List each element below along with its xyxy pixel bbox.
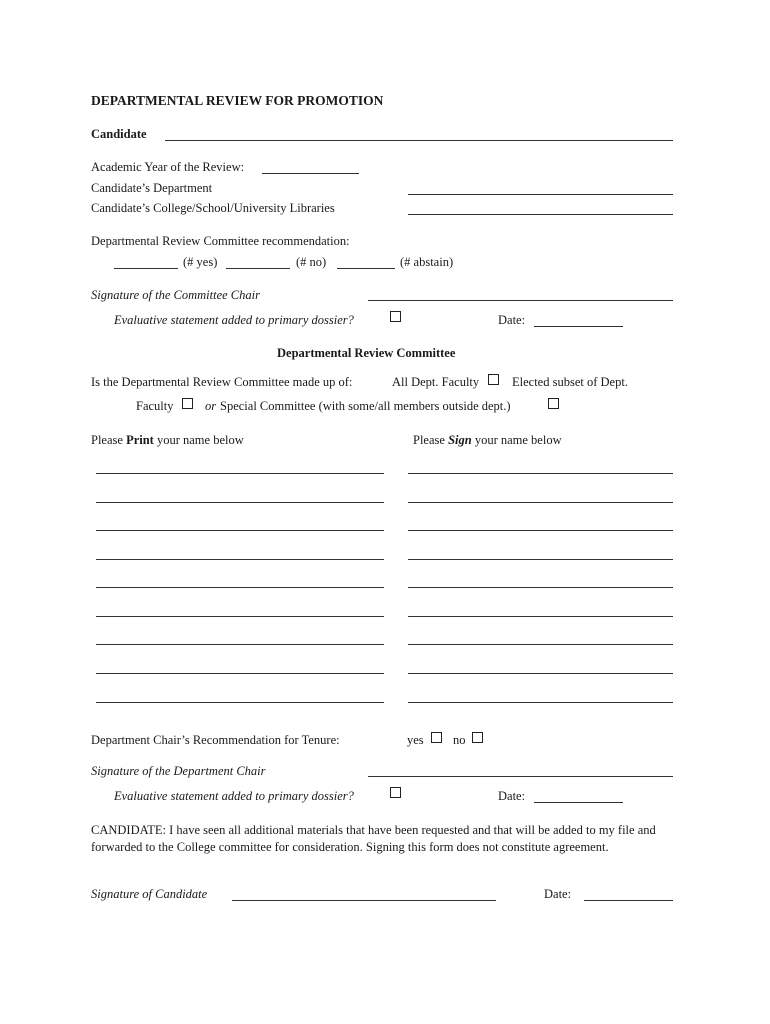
- sign-name-line[interactable]: [408, 530, 673, 531]
- print-bold: Print: [126, 433, 154, 447]
- no-count-label: (# no): [296, 255, 327, 269]
- print-suffix: your name below: [153, 433, 244, 447]
- date-field-2[interactable]: [534, 802, 623, 803]
- sign-suffix: your name below: [471, 433, 562, 447]
- date-label: Date:: [498, 313, 526, 327]
- date-field-3[interactable]: [584, 900, 673, 901]
- all-dept-faculty-label: All Dept. Faculty: [392, 375, 480, 389]
- academic-year-field[interactable]: [262, 173, 359, 174]
- committee-chair-signature-field[interactable]: [368, 300, 673, 301]
- tenure-yes-label: yes: [407, 733, 424, 747]
- abstain-count-label: (# abstain): [400, 255, 454, 269]
- print-name-line[interactable]: [96, 644, 384, 645]
- committee-heading: Departmental Review Committee: [277, 346, 456, 360]
- chair-tenure-label: Department Chair’s Recommendation for Tenure:: [91, 733, 340, 747]
- elected-subset-label: Elected subset of Dept.: [512, 375, 628, 389]
- candidate-signature-field[interactable]: [232, 900, 496, 901]
- page-title: DEPARTMENTAL REVIEW FOR PROMOTION: [91, 93, 384, 108]
- date-field[interactable]: [534, 326, 623, 327]
- sign-name-line[interactable]: [408, 473, 673, 474]
- print-name-line[interactable]: [96, 559, 384, 560]
- sign-name-line[interactable]: [408, 616, 673, 617]
- evaluative-statement-checkbox-2[interactable]: [390, 787, 401, 798]
- tenure-yes-checkbox[interactable]: [431, 732, 442, 743]
- sign-name-line[interactable]: [408, 587, 673, 588]
- elected-subset-label-cont: Faculty: [136, 399, 174, 413]
- date-label-2: Date:: [498, 789, 526, 803]
- dept-chair-signature-label: Signature of the Department Chair: [91, 764, 266, 778]
- print-name-line[interactable]: [96, 673, 384, 674]
- sign-name-line[interactable]: [408, 644, 673, 645]
- special-committee-checkbox[interactable]: [548, 398, 559, 409]
- elected-subset-checkbox[interactable]: [182, 398, 193, 409]
- yes-count-label: (# yes): [183, 255, 218, 269]
- date-label-3: Date:: [544, 887, 572, 901]
- academic-year-label: Academic Year of the Review:: [91, 160, 245, 174]
- no-count-field[interactable]: [226, 268, 290, 269]
- sign-name-line[interactable]: [408, 559, 673, 560]
- candidate-signature-label: Signature of Candidate: [91, 887, 208, 901]
- print-name-line[interactable]: [96, 530, 384, 531]
- evaluative-statement-label-2: Evaluative statement added to primary dossier?: [114, 789, 354, 803]
- all-dept-faculty-checkbox[interactable]: [488, 374, 499, 385]
- yes-count-field[interactable]: [114, 268, 178, 269]
- sign-bold: Sign: [448, 433, 472, 447]
- print-name-line[interactable]: [96, 473, 384, 474]
- print-prefix: Please: [91, 433, 127, 447]
- print-name-line[interactable]: [96, 502, 384, 503]
- department-label: Candidate’s Department: [91, 181, 213, 195]
- college-label: Candidate’s College/School/University Libraries: [91, 201, 335, 215]
- committee-chair-signature-label: Signature of the Committee Chair: [91, 288, 260, 302]
- print-name-line[interactable]: [96, 702, 384, 703]
- abstain-count-field[interactable]: [337, 268, 395, 269]
- print-name-header: [91, 433, 244, 448]
- sign-name-line[interactable]: [408, 502, 673, 503]
- candidate-field[interactable]: [165, 140, 673, 141]
- tenure-no-label: no: [453, 733, 466, 747]
- department-field[interactable]: [408, 194, 673, 195]
- evaluative-statement-label: Evaluative statement added to primary dossier?: [114, 313, 354, 327]
- sign-prefix: Please: [413, 433, 449, 447]
- evaluative-statement-checkbox[interactable]: [390, 311, 401, 322]
- candidate-statement: CANDIDATE: I have seen all additional materials that have been requested and that will be added to my file and forwarded to the College committee for consideration. Signing this form does not constitute agreement.: [91, 823, 656, 854]
- sign-name-line[interactable]: [408, 673, 673, 674]
- print-name-line[interactable]: [96, 616, 384, 617]
- made-up-of-label: Is the Departmental Review Committee made up of:: [91, 375, 353, 389]
- college-field[interactable]: [408, 214, 673, 215]
- print-name-line[interactable]: [96, 587, 384, 588]
- dept-chair-signature-field[interactable]: [368, 776, 673, 777]
- special-committee-label: Special Committee (with some/all members outside dept.): [220, 399, 511, 413]
- or-label: or: [205, 399, 217, 413]
- tenure-no-checkbox[interactable]: [472, 732, 483, 743]
- candidate-label: Candidate: [91, 127, 147, 141]
- committee-recommendation-label: Departmental Review Committee recommendation:: [91, 234, 350, 248]
- sign-name-line[interactable]: [408, 702, 673, 703]
- sign-name-header: [413, 433, 562, 448]
